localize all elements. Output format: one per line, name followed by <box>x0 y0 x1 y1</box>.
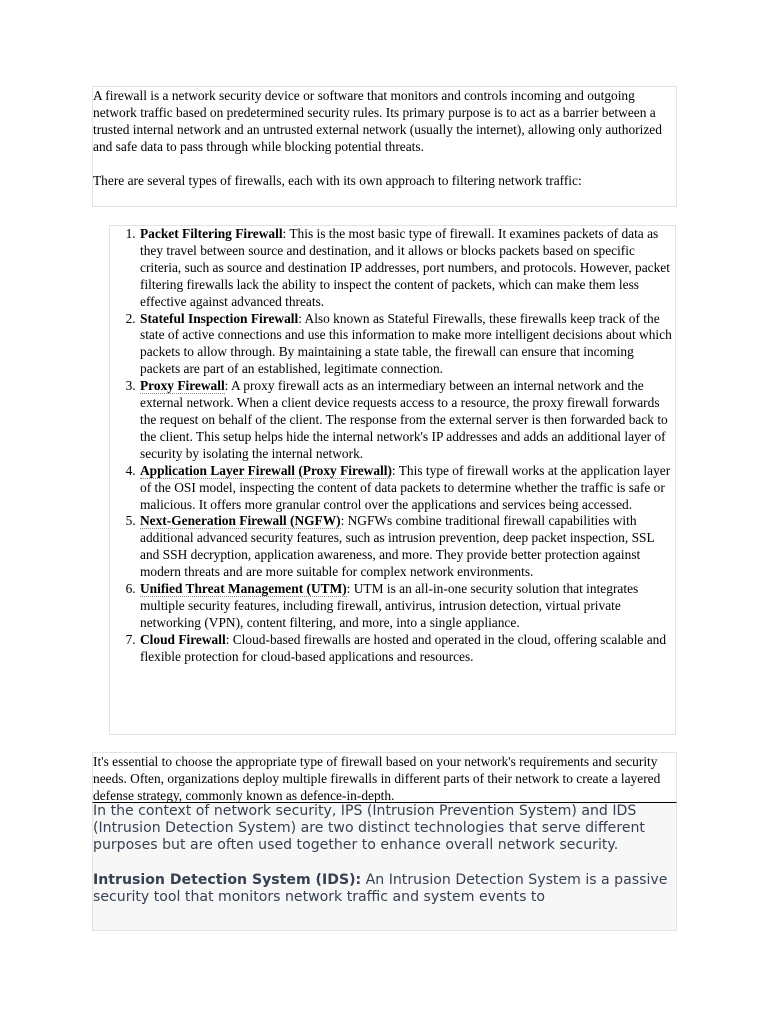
list-item-term: Packet Filtering Firewall <box>140 226 283 241</box>
intro-paragraph: A firewall is a network security device or software that monitors and controls incoming and outgoing network traffic based on predetermined security rules. Its primary purpose is to act as a barrier between a trusted internal network and an untrusted external network (usually the internet), allowing only authorized and safe data to pass through while blocking potential threats. <box>93 88 662 154</box>
list-item <box>139 632 675 666</box>
list-item <box>139 513 675 581</box>
list-item <box>139 581 675 632</box>
firewall-types-list <box>110 226 675 666</box>
ids-ips-section <box>92 803 677 931</box>
list-item-term: Unified Threat Management (UTM) <box>140 581 347 597</box>
list-item-text: : A proxy firewall acts as an intermediary between an internal network and the external network. When a client device requests access to a resource, the proxy firewall forwards the request on behalf of the client. The response from the external server is then forwarded back to the client. This setup helps hide the internal network's IP addresses and adds an additional layer of security by isolating the internal network. <box>140 378 668 461</box>
ids-paragraph <box>93 872 676 906</box>
types-lead-paragraph: There are several types of firewalls, each with its own approach to filtering network traffic: <box>93 173 582 188</box>
list-item-text: : NGFWs combine traditional firewall capabilities with additional advanced security features, such as intrusion prevention, deep packet inspection, SSL and SSH decryption, application awareness, and more. They provide better protection against modern threats and are more suitable for complex network environments. <box>140 513 655 580</box>
list-item-term: Proxy Firewall <box>140 378 225 394</box>
ids-ips-intro-paragraph: In the context of network security, IPS (Intrusion Prevention System) and IDS (Intrusion Detection System) are two distinct technologies that serve different purposes but are often used together to enhance overall network security. <box>93 803 645 854</box>
list-item-text: : This type of firewall works at the application layer of the OSI model, inspecting the content of data packets to determine whether the traffic is safe or malicious. It offers more granular control over the applications and services being accessed. <box>140 462 671 512</box>
list-item-term: Cloud Firewall <box>140 631 226 647</box>
list-item-text: : UTM is an all-in-one security solution that integrates multiple security features, including firewall, antivirus, intrusion detection, virtual private networking (VPN), content filtering, and more, into a single appliance. <box>140 581 639 630</box>
conclusion-section <box>92 752 677 803</box>
list-item <box>139 378 675 463</box>
list-item-term: Application Layer Firewall (Proxy Firewall) <box>140 462 392 478</box>
list-item <box>139 311 675 379</box>
ids-text: An Intrusion Detection System is a passive security tool that monitors network traffic and system events to <box>93 871 668 905</box>
ids-term: Intrusion Detection System (IDS): <box>93 871 362 888</box>
list-item-text: : Cloud-based firewalls are hosted and operated in the cloud, offering scalable and flexible protection for cloud-based applications and resources. <box>140 631 667 664</box>
list-item <box>139 226 675 311</box>
firewall-types-section <box>109 225 676 735</box>
list-item <box>139 463 675 514</box>
list-item-term: Stateful Inspection Firewall <box>140 310 299 326</box>
list-item-term: Next-Generation Firewall (NGFW) <box>140 513 341 529</box>
list-item-text: : Also known as Stateful Firewalls, these firewalls keep track of the state of active connections and use this information to make more intelligent decisions about which packets to allow through. By maintaining a state table, the firewall can ensure that incoming packets are part of an established, legitimate connection. <box>140 310 672 377</box>
intro-section <box>92 86 677 207</box>
list-item-text: : This is the most basic type of firewall. It examines packets of data as they travel between source and destination, and it allows or blocks packets based on specific criteria, such as source and destination IP addresses, port numbers, and protocols. However, packet filtering firewalls lack the ability to inspect the content of packets, which can make them less effective against advanced threats. <box>140 226 670 309</box>
conclusion-paragraph: It's essential to choose the appropriate type of firewall based on your network's requirements and security needs. Often, organizations deploy multiple firewalls in different parts of their network to create a layered defense strategy, commonly known as defence-in-depth. <box>93 754 661 803</box>
